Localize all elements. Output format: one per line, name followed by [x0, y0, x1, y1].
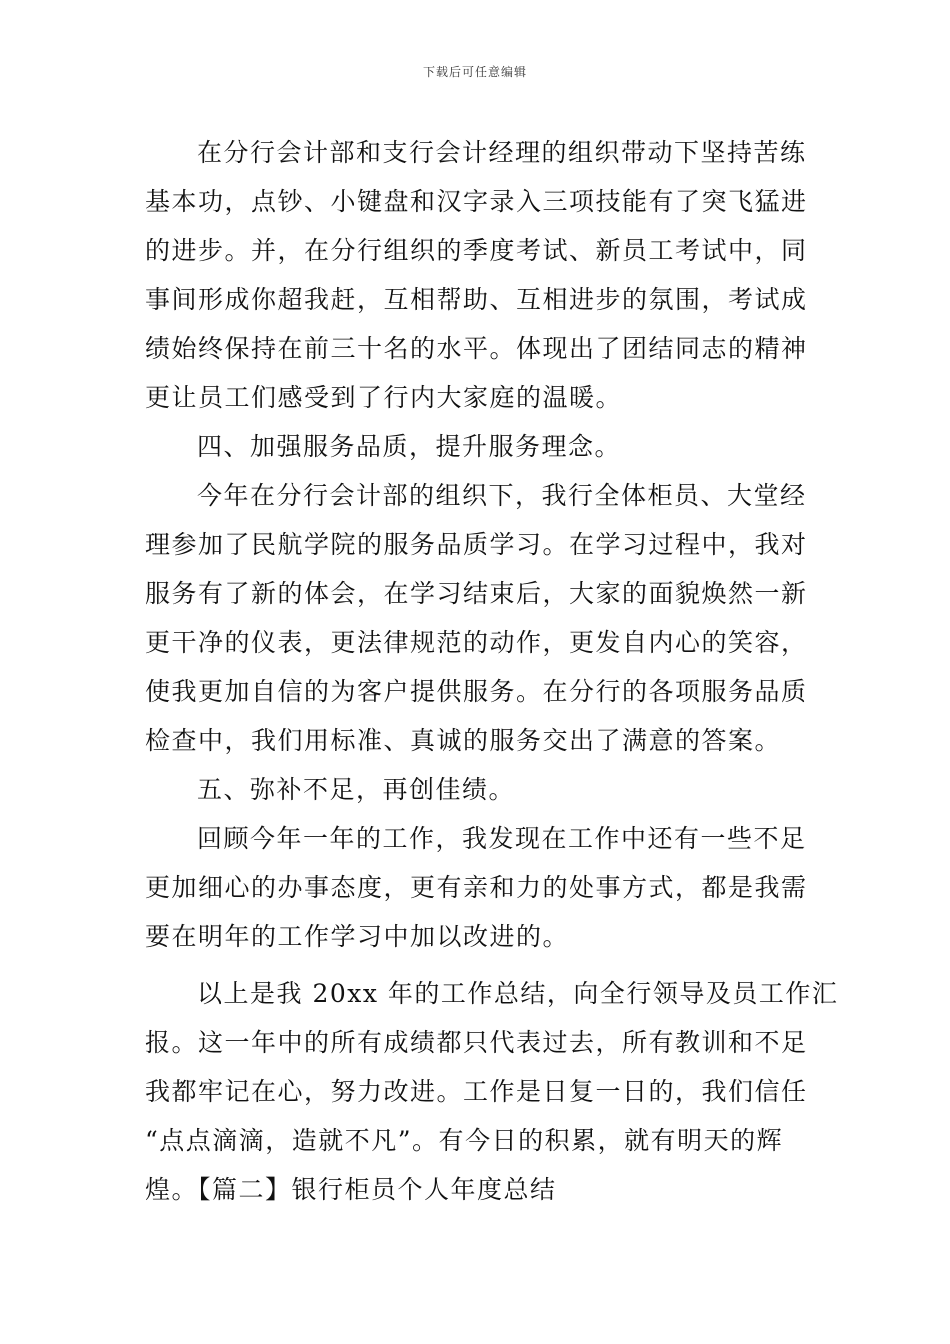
text-line: 回顾今年一年的工作，我发现在工作中还有一些不足: [197, 824, 807, 853]
text-line: 更干净的仪表，更法律规范的动作，更发自内心的笑容，: [145, 628, 808, 657]
text-line: 在分行会计部和支行会计经理的组织带动下坚持苦练: [197, 138, 807, 167]
page-header: 下载后可任意编辑: [422, 65, 527, 79]
text-line: 要在明年的工作学习中加以改进的。: [145, 922, 570, 951]
paragraph-gap: [145, 961, 810, 969]
section-heading: 五、弥补不足，再创佳绩。: [197, 775, 516, 804]
text-line: 煌。【篇二】银行柜员个人年度总结: [145, 1175, 557, 1204]
text-line: 检查中，我们用标准、真诚的服务交出了满意的答案。: [145, 726, 782, 755]
text-line: 报。这一年中的所有成绩都只代表过去，所有教训和不足: [145, 1028, 808, 1057]
text-line: 服务有了新的体会，在学习结束后，大家的面貌焕然一新: [145, 579, 808, 608]
text-line: 更让员工们感受到了行内大家庭的温暖。: [145, 383, 623, 412]
text-line: 今年在分行会计部的组织下，我行全体柜员、大堂经: [197, 481, 807, 510]
section-heading: 四、加强服务品质，提升服务理念。: [197, 432, 622, 461]
text-line: 使我更加自信的为客户提供服务。在分行的各项服务品质: [145, 677, 808, 706]
text-line: 理参加了民航学院的服务品质学习。在学习过程中，我对: [145, 530, 808, 559]
text-line: 绩始终保持在前三十名的水平。体现出了团结同志的精神: [145, 334, 808, 363]
text-line: 我都牢记在心，努力改进。工作是日复一日的，我们信任: [145, 1077, 808, 1106]
text-line: 基本功，点钞、小键盘和汉字录入三项技能有了突飞猛进: [145, 187, 808, 216]
text-line: “点点滴滴，造就不凡”。有今日的积累，就有明天的辉: [145, 1126, 784, 1155]
text-line: 更加细心的办事态度，更有亲和力的处事方式，都是我需: [145, 873, 808, 902]
document-body: [145, 128, 839, 1214]
text-line: 事间形成你超我赶，互相帮助、互相进步的氛围，考试成: [145, 285, 808, 314]
text-line: 的进步。并，在分行组织的季度考试、新员工考试中，同: [145, 236, 808, 265]
text-line: 以上是我 20xx 年的工作总结，向全行领导及员工作汇: [197, 979, 839, 1008]
